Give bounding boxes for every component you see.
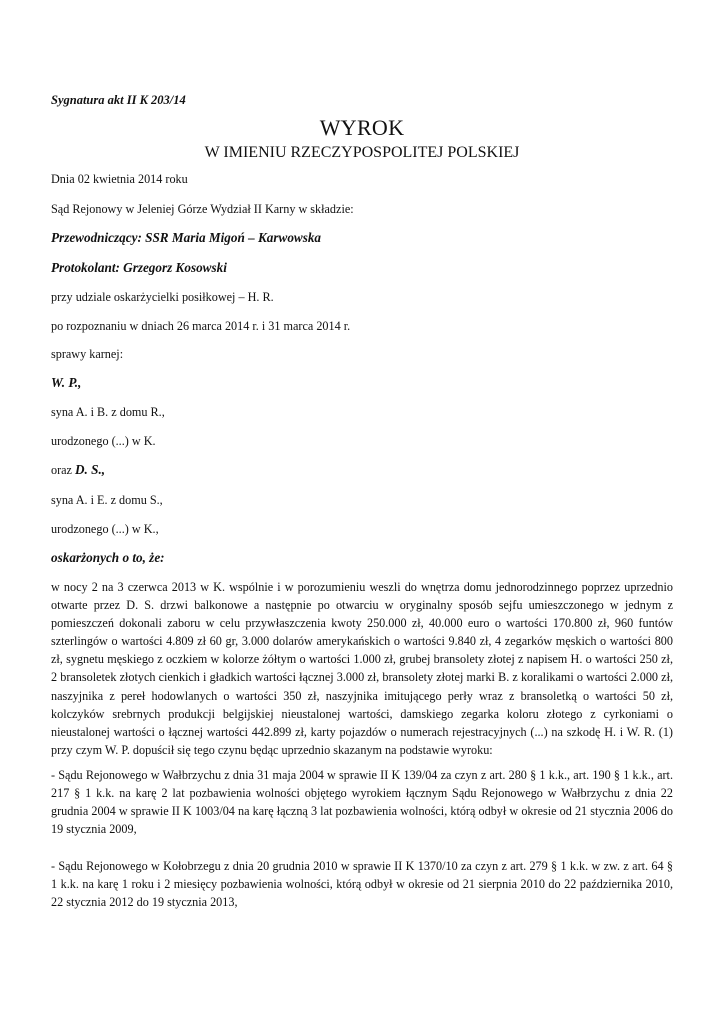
defendant-2-line: [51, 463, 673, 476]
defendant-2-birth: urodzonego (...) w K.,: [51, 522, 159, 536]
document-subtitle: W IMIENIU RZECZYPOSPOLITEJ POLSKIEJ: [204, 144, 520, 161]
prosecutor-participation: przy udziale oskarżycielki posiłkowej – H. R.: [51, 290, 274, 304]
prior-conviction-1: - Sądu Rejonowego w Wałbrzychu z dnia 31 maja 2004 w sprawie II K 139/04 za czyn z art. 280 § 1 k.k., art. 190 § 1 k.k., art. 217 § 1 k.k. na karę 2 lat pozbawienia wolności objętego wyrokiem łącznym Sądu Rejonowego w Wałbrzychu z dnia 22 grudnia 2004 w sprawie II K 1003/04 na karę łączną 3 lat pozbawienia wolności, którą odbył w okresie od 21 stycznia 2006 do 19 stycznia 2009,: [51, 768, 673, 837]
defendant-2-parents: syna A. i E. z domu S.,: [51, 493, 163, 507]
case-type: sprawy karnej:: [51, 347, 124, 361]
document-title: WYROK: [319, 115, 405, 140]
charges-heading: oskarżonych o to, że:: [51, 550, 165, 565]
defendant-1-parents: syna A. i B. z domu R.,: [51, 405, 165, 419]
presiding-judge: Przewodniczący: SSR Maria Migoń – Karwowska: [51, 230, 322, 245]
charge-paragraph: w nocy 2 na 3 czerwca 2013 w K. wspólnie i w porozumieniu weszli do wnętrza domu jednorodzinnego poprzez uprzednio otwarte przez D. S. drzwi balkonowe a następnie po otwarciu w oryginalny sposób sejfu umieszczonego w jednym z pomieszczeń dokonali zaboru w celu przywłaszczenia kwoty 250.000 zł, 40.000 euro o wartości 170.800 zł, 960 funtów szterlingów o wartości 4.809 zł 60 gr, 3.000 dolarów amerykańskich o wartości 9.840 zł, 4 zegarków męskich o wartości 800 zł, sygnetu męskiego z oczkiem w kolorze żółtym o wartości 1.000 zł, grubej bransolety złotej z napisem H. o wartości 250 zł, 2 bransoletek złotych cienkich i gładkich wartości łącznej 3.000 zł, bransolety złotej marki B. z koralikami o wartości 2.000 zł, naszyjnika z pereł hodowlanych o wartości 350 zł, naszyjnika imitującego perły wraz z bransoletką o wartości 50 zł, kolczyków srebrnych produkcji belgijskiej nieustalonej wartości, damskiego zegarka koloru złotego z cyrkoniami o nieustalonej wartości o łącznej wartości 442.899 zł, karty pojazdów o numerach rejestracyjnych (...) na szkodę H. i W. R. (1) przy czym W. P. dopuścił się tego czynu będąc uprzednio skazanym na podstawie wyroku:: [51, 580, 673, 757]
case-signature: Sygnatura akt II K 203/14: [51, 93, 186, 107]
defendant-2-name: D. S.,: [75, 462, 106, 477]
court-clerk: Protokolant: Grzegorz Kosowski: [51, 260, 227, 275]
and-prefix: oraz: [51, 463, 72, 477]
prior-conviction-2: - Sądu Rejonowego w Kołobrzegu z dnia 20 grudnia 2010 w sprawie II K 1370/10 za czyn z art. 279 § 1 k.k. w zw. z art. 64 § 1 k.k. na karę 1 roku i 2 miesięcy pozbawienia wolności, którą odbył w okresie od 21 sierpnia 2010 do 22 października 2010, 22 stycznia 2012 do 19 stycznia 2013,: [51, 859, 673, 910]
court-composition: Sąd Rejonowy w Jeleniej Górze Wydział II Karny w składzie:: [51, 202, 354, 216]
judgment-date: Dnia 02 kwietnia 2014 roku: [51, 172, 188, 186]
defendant-1-name: W. P.,: [51, 375, 82, 390]
hearing-dates: po rozpoznaniu w dniach 26 marca 2014 r. i 31 marca 2014 r.: [51, 319, 351, 333]
defendant-1-birth: urodzonego (...) w K.: [51, 434, 156, 448]
